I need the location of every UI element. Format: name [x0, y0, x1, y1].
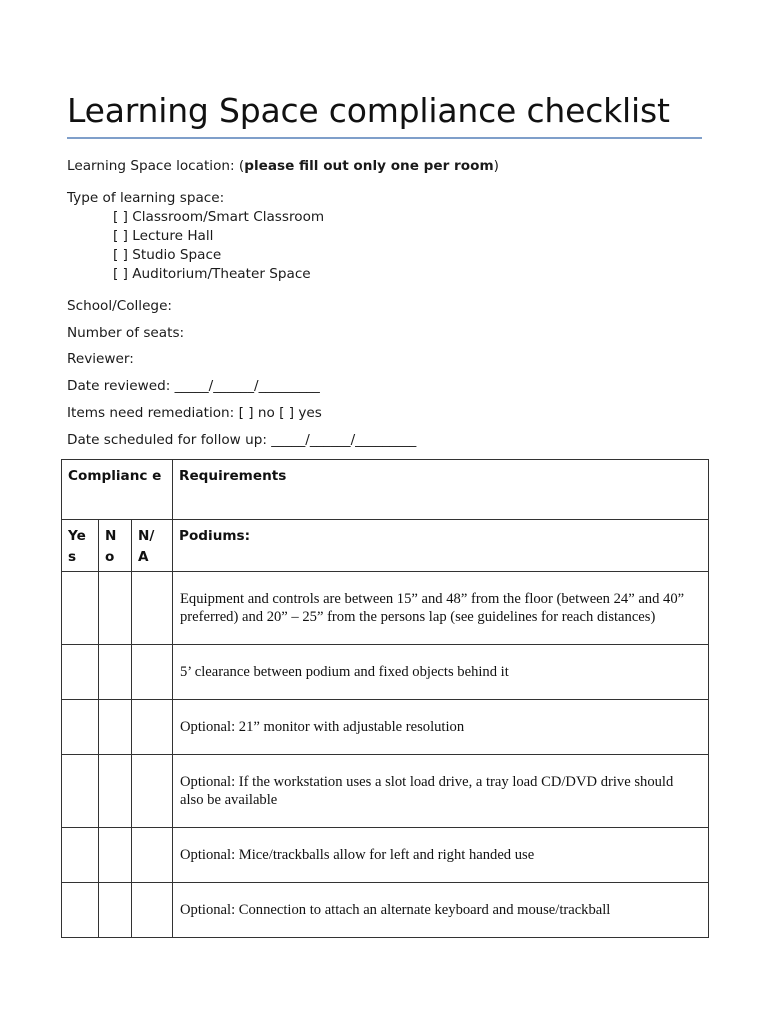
reviewer-field: Reviewer:: [67, 351, 134, 367]
na-checkbox-cell[interactable]: [132, 755, 173, 828]
na-checkbox-cell[interactable]: [132, 572, 173, 645]
date-reviewed-field: Date reviewed: _____/______/_________: [67, 378, 320, 394]
no-checkbox-cell[interactable]: [99, 572, 132, 645]
remediation-field: Items need remediation: [ ] no [ ] yes: [67, 405, 322, 421]
requirement-text: Optional: If the workstation uses a slot load drive, a tray load CD/DVD drive should also be available: [173, 755, 709, 828]
follow-up-field: Date scheduled for follow up: _____/______/_________: [67, 432, 417, 448]
no-checkbox-cell[interactable]: [99, 883, 132, 938]
na-column-header: N/ A: [132, 520, 173, 572]
yes-checkbox-cell[interactable]: [62, 883, 99, 938]
space-type-option[interactable]: [ ] Lecture Hall: [113, 228, 214, 244]
requirement-text: 5’ clearance between podium and fixed objects behind it: [173, 645, 709, 700]
table-subheader-row: [62, 520, 709, 572]
yes-checkbox-cell[interactable]: [62, 755, 99, 828]
na-checkbox-cell[interactable]: [132, 645, 173, 700]
na-checkbox-cell[interactable]: [132, 828, 173, 883]
yes-checkbox-cell[interactable]: [62, 645, 99, 700]
location-field: [67, 158, 499, 174]
space-type-option[interactable]: [ ] Studio Space: [113, 247, 222, 263]
table-row: [62, 883, 709, 938]
space-type-option[interactable]: [ ] Classroom/Smart Classroom: [113, 209, 325, 225]
no-checkbox-cell[interactable]: [99, 700, 132, 755]
table-header-row: [62, 460, 709, 520]
requirement-text: Optional: Connection to attach an alternate keyboard and mouse/trackball: [173, 883, 709, 938]
space-type-label: Type of learning space:: [67, 190, 225, 206]
school-field: School/College:: [67, 298, 173, 314]
no-checkbox-cell[interactable]: [99, 645, 132, 700]
section-heading: Podiums:: [173, 520, 709, 572]
table-row: [62, 700, 709, 755]
table-row: [62, 645, 709, 700]
space-type-option[interactable]: [ ] Auditorium/Theater Space: [113, 266, 311, 282]
no-column-header: N o: [99, 520, 132, 572]
yes-checkbox-cell[interactable]: [62, 828, 99, 883]
requirements-header: Requirements: [173, 460, 709, 520]
document-title: Learning Space compliance checklist: [67, 91, 670, 130]
table-row: [62, 828, 709, 883]
location-label: Learning Space location: (: [67, 158, 245, 174]
na-checkbox-cell[interactable]: [132, 883, 173, 938]
compliance-table: [61, 459, 709, 938]
location-suffix: ): [493, 158, 499, 174]
table-row: [62, 755, 709, 828]
seats-field: Number of seats:: [67, 325, 185, 341]
na-checkbox-cell[interactable]: [132, 700, 173, 755]
requirement-text: Optional: Mice/trackballs allow for left and right handed use: [173, 828, 709, 883]
yes-checkbox-cell[interactable]: [62, 572, 99, 645]
no-checkbox-cell[interactable]: [99, 755, 132, 828]
location-emphasis: please fill out only one per room: [244, 158, 494, 174]
no-checkbox-cell[interactable]: [99, 828, 132, 883]
yes-column-header: Ye s: [62, 520, 99, 572]
title-underline: [67, 137, 702, 139]
table-row: [62, 572, 709, 645]
requirement-text: Optional: 21” monitor with adjustable resolution: [173, 700, 709, 755]
compliance-header: Complianc e: [62, 460, 173, 520]
requirement-text: Equipment and controls are between 15” and 48” from the floor (between 24” and 40” preferred) and 20” – 25” from the persons lap (see guidelines for reach distances): [173, 572, 709, 645]
yes-checkbox-cell[interactable]: [62, 700, 99, 755]
